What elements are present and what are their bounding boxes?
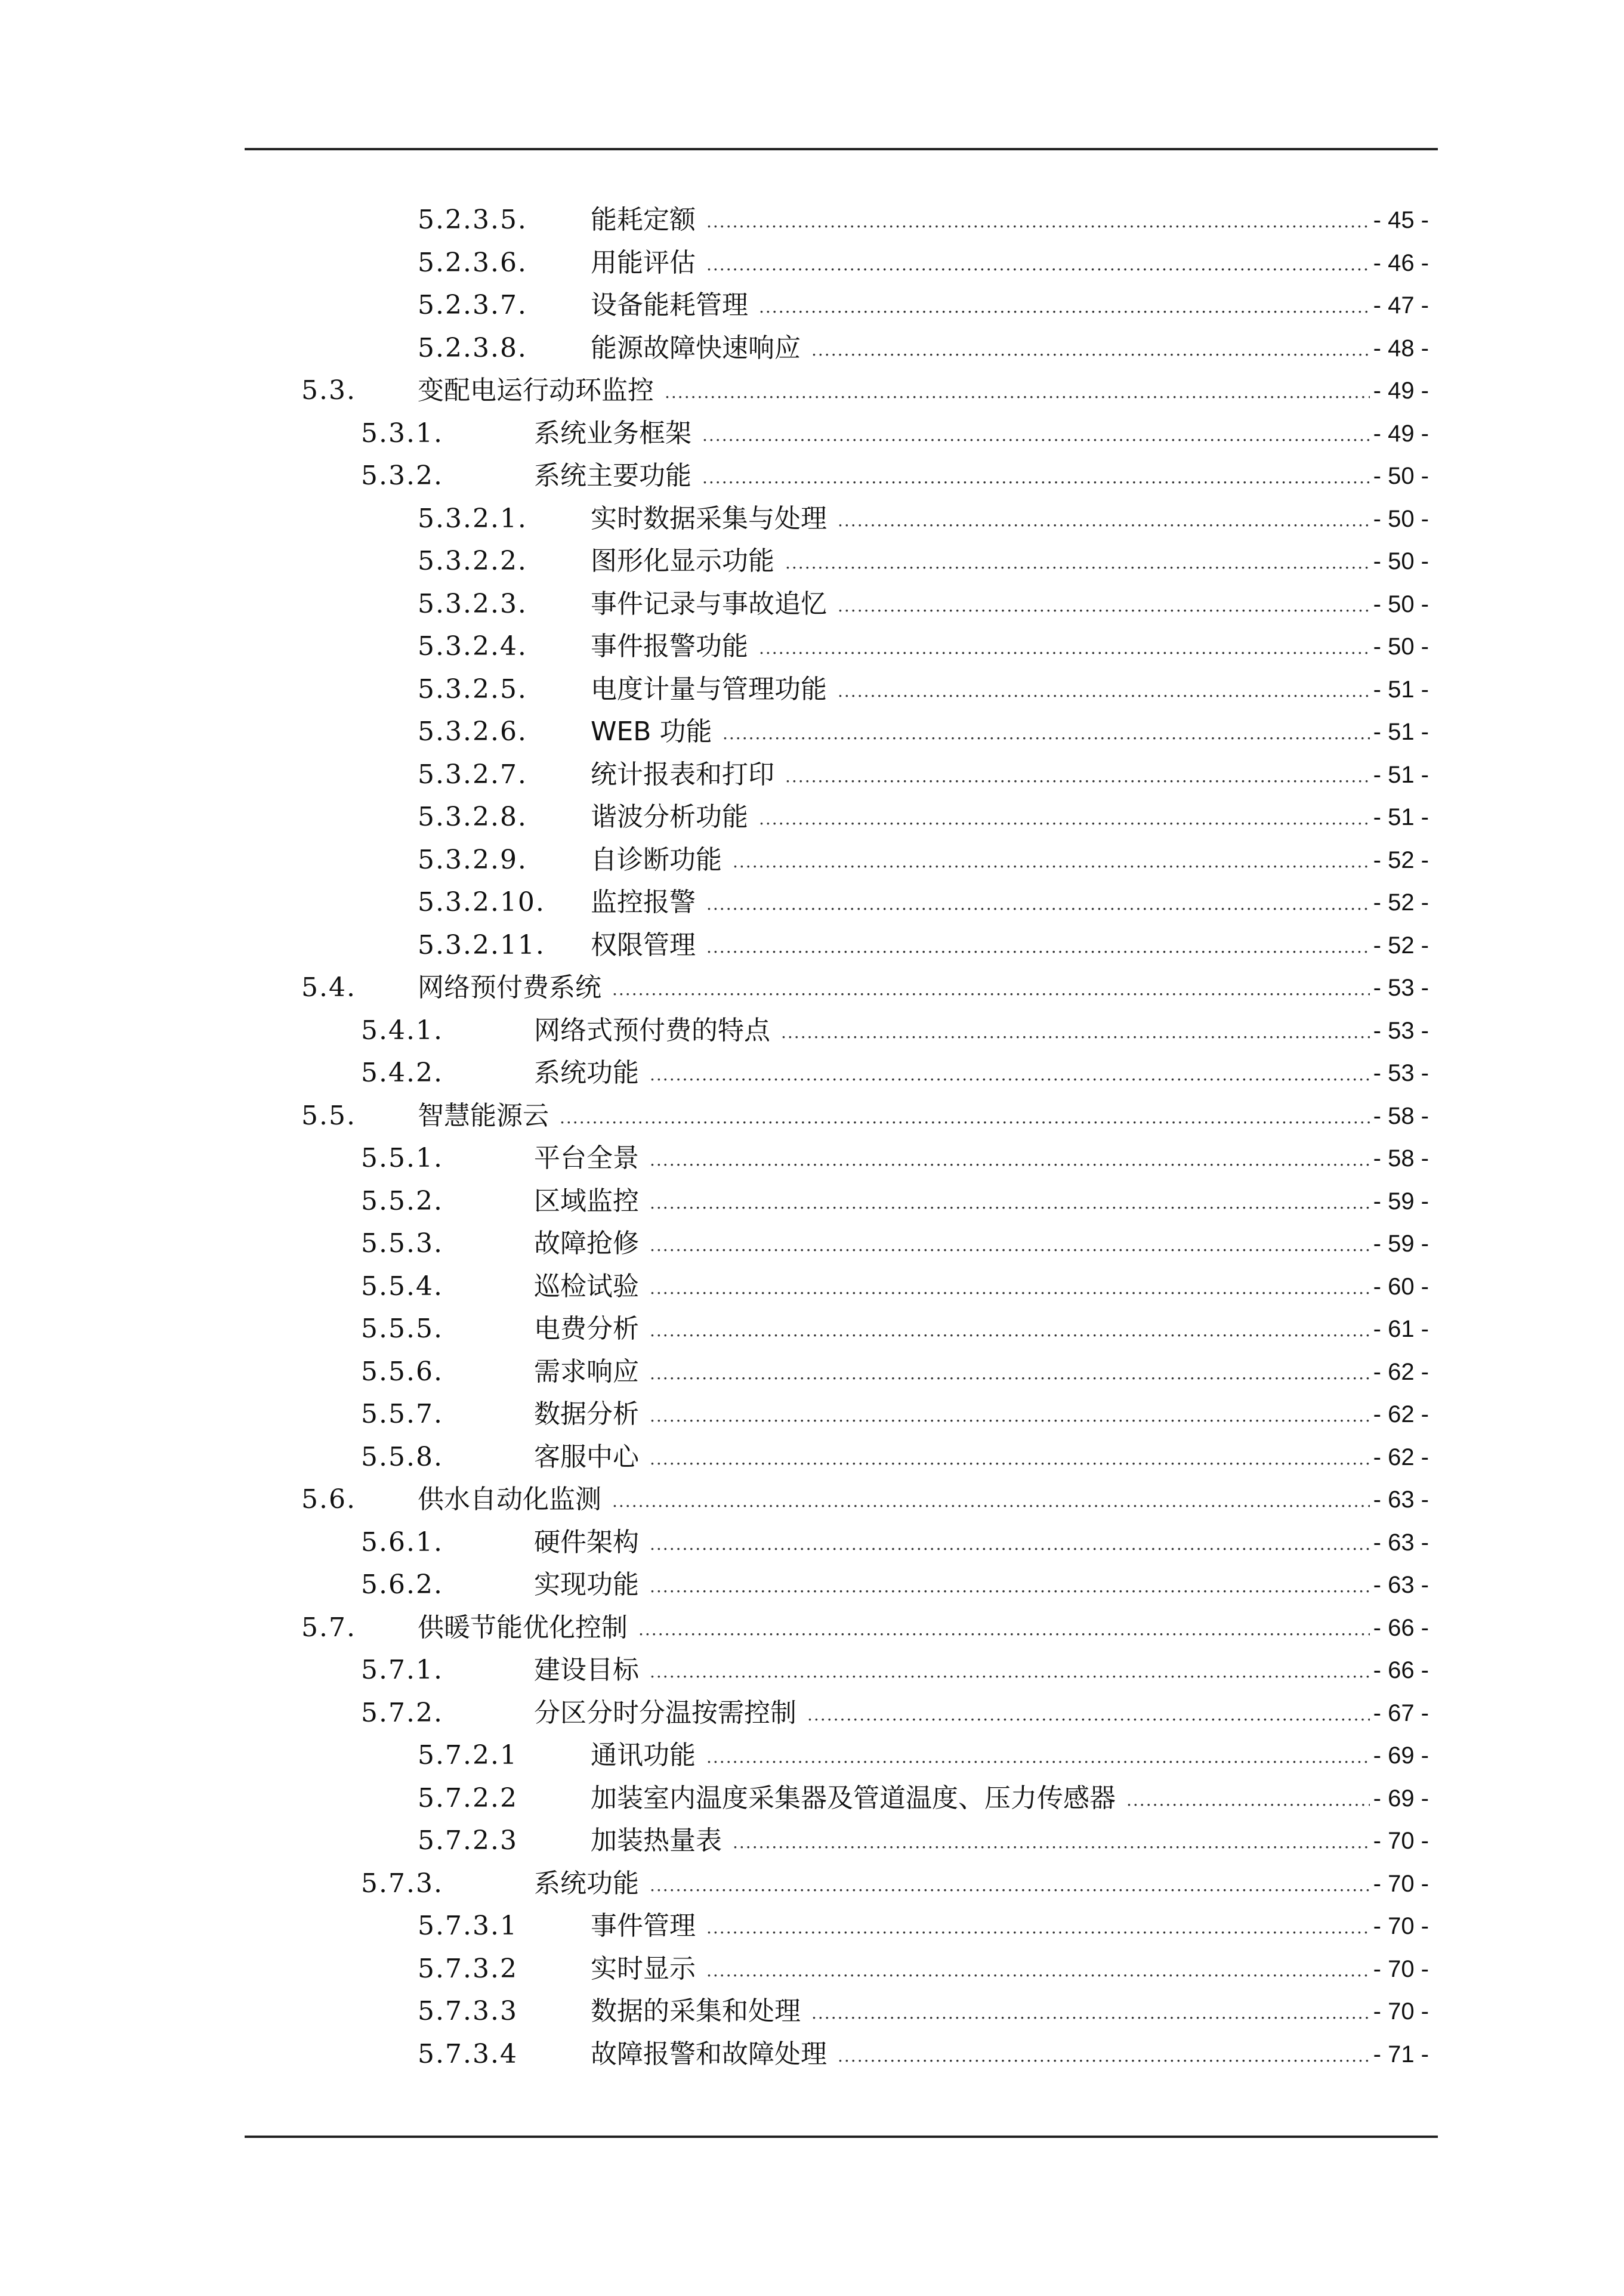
toc-entry-title: 监控报警 xyxy=(591,887,696,917)
toc-entry[interactable] xyxy=(0,284,1429,327)
toc-entry-title: 客服中心 xyxy=(534,1441,639,1472)
toc-entry-leader xyxy=(650,1393,1370,1436)
toc-entry-leader xyxy=(733,1819,1370,1862)
toc-entry-leader xyxy=(723,710,1370,753)
toc-entry-leader xyxy=(665,369,1370,412)
toc-entry-leader xyxy=(759,796,1370,839)
toc-entry[interactable] xyxy=(0,1436,1429,1479)
toc-entry-title: 分区分时分温按需控制 xyxy=(534,1697,796,1728)
toc-entry-page: - 50 - xyxy=(1373,634,1429,660)
toc-entry-leader xyxy=(650,1222,1370,1265)
toc-entry-page: - 50 - xyxy=(1373,463,1429,489)
toc-entry-page: - 59 - xyxy=(1373,1188,1429,1215)
toc-entry-title: 实现功能 xyxy=(534,1569,639,1600)
toc-entry-page: - 59 - xyxy=(1373,1231,1429,1257)
toc-entry-number: 5.2.3.6. xyxy=(418,247,527,278)
toc-entry-number: 5.7.3. xyxy=(361,1868,443,1899)
toc-entry-title: 权限管理 xyxy=(591,929,696,960)
toc-entry-page: - 50 - xyxy=(1373,591,1429,617)
toc-entry-title: 建设目标 xyxy=(534,1655,639,1685)
toc-entry-page: - 52 - xyxy=(1373,889,1429,916)
toc-entry-title: 电费分析 xyxy=(534,1314,639,1344)
toc-entry-leader xyxy=(838,668,1370,711)
toc-entry-leader xyxy=(638,1606,1370,1649)
toc-entry-title: 实时显示 xyxy=(591,1953,696,1984)
toc-entry-title: 事件报警功能 xyxy=(591,631,748,662)
toc-entry-title: 平台全景 xyxy=(534,1143,639,1173)
toc-entry[interactable] xyxy=(0,497,1429,540)
toc-entry-number: 5.6.2. xyxy=(361,1569,443,1600)
toc-entry-title: 加装热量表 xyxy=(591,1825,722,1856)
toc-entry-leader xyxy=(650,1351,1370,1393)
toc-entry-title: 故障抢修 xyxy=(534,1228,639,1259)
toc-entry-leader xyxy=(650,1862,1370,1905)
toc-entry-number: 5.3.2.9. xyxy=(418,844,527,875)
toc-entry[interactable] xyxy=(0,540,1429,583)
toc-entry[interactable] xyxy=(0,1478,1429,1521)
toc-entry-title: 系统主要功能 xyxy=(534,461,691,491)
toc-entry-page: - 63 - xyxy=(1373,1487,1429,1513)
toc-entry[interactable] xyxy=(0,1563,1429,1606)
toc-entry[interactable] xyxy=(0,1265,1429,1308)
toc-entry-page: - 51 - xyxy=(1373,676,1429,703)
toc-entry[interactable] xyxy=(0,1052,1429,1095)
toc-entry-title: 网络预付费系统 xyxy=(418,972,601,1003)
toc-entry[interactable] xyxy=(0,1393,1429,1436)
toc-entry-leader xyxy=(650,1521,1370,1564)
toc-entry-page: - 52 - xyxy=(1373,932,1429,959)
toc-entry-title: 区域监控 xyxy=(534,1185,639,1216)
toc-entry-leader xyxy=(706,242,1370,285)
toc-entry-page: - 58 - xyxy=(1373,1145,1429,1172)
toc-entry-leader xyxy=(785,753,1370,796)
toc-entry-leader xyxy=(781,1009,1370,1052)
toc-entry-leader xyxy=(650,1265,1370,1308)
toc-entry-number: 5.3.2.3. xyxy=(418,588,527,619)
toc-entry-leader xyxy=(650,1180,1370,1223)
toc-entry[interactable] xyxy=(0,327,1429,370)
toc-entry[interactable] xyxy=(0,1222,1429,1265)
toc-entry-number: 5.5.8. xyxy=(361,1441,443,1472)
toc-entry-leader xyxy=(650,1436,1370,1479)
toc-entry-page: - 66 - xyxy=(1373,1614,1429,1641)
toc-entry[interactable] xyxy=(0,2033,1429,2076)
toc-entry[interactable] xyxy=(0,1819,1429,1862)
toc-entry-page: - 45 - xyxy=(1373,207,1429,233)
toc-entry-number: 5.4.1. xyxy=(361,1015,443,1046)
toc-entry-number: 5.5.1. xyxy=(361,1143,443,1173)
toc-entry-leader xyxy=(612,1478,1370,1521)
toc-entry-number: 5.5.3. xyxy=(361,1228,443,1259)
toc-entry-leader xyxy=(838,2033,1370,2076)
toc-entry[interactable] xyxy=(0,455,1429,497)
toc-entry-title: 故障报警和故障处理 xyxy=(591,2038,827,2069)
toc-entry-title: 能耗定额 xyxy=(591,205,696,235)
toc-entry-leader xyxy=(785,540,1370,583)
toc-entry-number: 5.3.2.5. xyxy=(418,673,527,704)
toc-entry-leader xyxy=(706,199,1370,242)
toc-entry-page: - 48 - xyxy=(1373,335,1429,361)
toc-entry-page: - 67 - xyxy=(1373,1699,1429,1726)
toc-entry[interactable] xyxy=(0,1137,1429,1180)
toc-entry-number: 5.3.2. xyxy=(361,461,443,491)
toc-entry-page: - 51 - xyxy=(1373,761,1429,788)
toc-entry-number: 5.5.6. xyxy=(361,1356,443,1387)
toc-entry-page: - 53 - xyxy=(1373,1060,1429,1086)
toc-entry-title: 需求响应 xyxy=(534,1356,639,1387)
toc-entry-page: - 53 - xyxy=(1373,1017,1429,1044)
toc-entry-page: - 70 - xyxy=(1373,1828,1429,1854)
toc-entry-number: 5.3.2.8. xyxy=(418,802,527,832)
toc-entry-page: - 63 - xyxy=(1373,1529,1429,1556)
toc-entry-page: - 49 - xyxy=(1373,378,1429,404)
toc-entry-title: 巡检试验 xyxy=(534,1271,639,1302)
toc-entry-title: 自诊断功能 xyxy=(591,844,722,875)
toc-entry-title: 能源故障快速响应 xyxy=(591,332,801,363)
toc-entry-page: - 60 - xyxy=(1373,1273,1429,1300)
toc-entry-leader xyxy=(612,966,1370,1009)
toc-entry-page: - 62 - xyxy=(1373,1358,1429,1385)
toc-entry-number: 5.3.2.7. xyxy=(418,759,527,790)
toc-entry[interactable] xyxy=(0,1351,1429,1393)
toc-entry-leader xyxy=(1126,1777,1370,1820)
toc-entry[interactable] xyxy=(0,796,1429,839)
toc-entry-leader xyxy=(811,327,1370,370)
toc-entry-page: - 50 - xyxy=(1373,548,1429,574)
toc-entry[interactable] xyxy=(0,1649,1429,1692)
toc-entry-number: 5.5.5. xyxy=(361,1314,443,1344)
toc-entry-page: - 61 - xyxy=(1373,1316,1429,1342)
toc-entry-leader xyxy=(650,1052,1370,1095)
toc-entry-leader xyxy=(650,1649,1370,1692)
toc-entry-page: - 70 - xyxy=(1373,1870,1429,1897)
toc-entry-leader xyxy=(838,497,1370,540)
toc-entry-title: 系统业务框架 xyxy=(534,418,691,449)
toc-entry-number: 5.7.3.3 xyxy=(418,1996,518,2026)
toc-entry-page: - 51 - xyxy=(1373,719,1429,745)
toc-entry[interactable] xyxy=(0,966,1429,1009)
toc-entry-number: 5.5. xyxy=(301,1100,356,1131)
toc-entry-leader xyxy=(811,1990,1370,2033)
toc-entry[interactable] xyxy=(0,924,1429,967)
toc-entry-title: 硬件架构 xyxy=(534,1526,639,1558)
toc-entry-page: - 62 - xyxy=(1373,1401,1429,1427)
toc-entry-number: 5.6. xyxy=(301,1484,356,1515)
toc-entry[interactable] xyxy=(0,881,1429,924)
toc-entry-number: 5.7. xyxy=(301,1612,356,1643)
toc-entry[interactable] xyxy=(0,1777,1429,1820)
toc-entry-number: 5.3. xyxy=(301,375,356,406)
toc-entry-number: 5.5.7. xyxy=(361,1399,443,1429)
toc-entry[interactable] xyxy=(0,1009,1429,1052)
toc-entry[interactable] xyxy=(0,583,1429,626)
toc-entry-title: 统计报表和打印 xyxy=(591,759,774,790)
toc-entry-title: 图形化显示功能 xyxy=(591,546,774,576)
toc-entry-number: 5.5.2. xyxy=(361,1185,443,1216)
toc-entry-leader xyxy=(759,625,1370,668)
toc-entry[interactable] xyxy=(0,839,1429,882)
toc-entry-title: 变配电运行动环监控 xyxy=(418,375,654,406)
toc-entry-number: 5.2.3.5. xyxy=(418,205,527,235)
toc-entry[interactable] xyxy=(0,1734,1429,1777)
toc-entry-title: 数据的采集和处理 xyxy=(591,1996,801,2026)
toc-entry[interactable] xyxy=(0,753,1429,796)
toc-entry[interactable] xyxy=(0,1948,1429,1991)
toc-entry-title: 电度计量与管理功能 xyxy=(591,673,827,704)
toc-entry-title: 供水自动化监测 xyxy=(418,1484,601,1515)
toc-entry-title: 系统功能 xyxy=(534,1868,639,1899)
toc-entry-title: 加装室内温度采集器及管道温度、压力传感器 xyxy=(591,1782,1116,1813)
toc-entry-leader xyxy=(759,284,1370,327)
toc-entry-number: 5.7.3.1 xyxy=(418,1911,518,1941)
toc-entry-number: 5.5.4. xyxy=(361,1271,443,1302)
toc-entry-leader xyxy=(706,1905,1370,1948)
toc-entry[interactable] xyxy=(0,625,1429,668)
toc-entry[interactable] xyxy=(0,199,1429,242)
toc-entry-page: - 70 - xyxy=(1373,1955,1429,1982)
toc-entry-page: - 50 - xyxy=(1373,505,1429,532)
toc-entry-title: 用能评估 xyxy=(591,247,696,278)
toc-entry[interactable] xyxy=(0,369,1429,412)
toc-entry[interactable] xyxy=(0,1905,1429,1948)
toc-entry[interactable] xyxy=(0,1692,1429,1735)
toc-entry-title: 网络式预付费的特点 xyxy=(534,1015,770,1046)
toc-entry-title: 通讯功能 xyxy=(591,1740,696,1770)
toc-entry-page: - 62 - xyxy=(1373,1444,1429,1470)
toc-entry-number: 5.2.3.7. xyxy=(418,290,527,320)
footer-rule xyxy=(245,2136,1438,2138)
toc-entry-leader xyxy=(702,455,1370,497)
toc-entry[interactable] xyxy=(0,1308,1429,1351)
toc-entry-title: 设备能耗管理 xyxy=(591,290,748,320)
toc-entry-leader xyxy=(838,583,1370,626)
toc-entry-title: 供暖节能优化控制 xyxy=(418,1612,628,1643)
toc-entry-number: 5.2.3.8. xyxy=(418,332,527,363)
toc-entry[interactable] xyxy=(0,412,1429,455)
toc-entry-number: 5.3.2.4. xyxy=(418,631,527,662)
toc-entry-number: 5.3.2.11. xyxy=(418,929,545,960)
toc-entry-number: 5.3.1. xyxy=(361,418,443,449)
toc-entry-leader xyxy=(706,1734,1370,1777)
toc-entry-leader xyxy=(733,839,1370,882)
toc-entry[interactable] xyxy=(0,1180,1429,1223)
toc-entry[interactable] xyxy=(0,1862,1429,1905)
toc-entry-page: - 70 - xyxy=(1373,1913,1429,1939)
toc-entry-page: - 69 - xyxy=(1373,1742,1429,1769)
toc-entry[interactable] xyxy=(0,242,1429,285)
toc-entry[interactable] xyxy=(0,668,1429,711)
toc-entry-page: - 63 - xyxy=(1373,1572,1429,1598)
toc-entry[interactable] xyxy=(0,1095,1429,1138)
toc-entry-number: 5.3.2.6. xyxy=(418,716,527,747)
header-rule xyxy=(245,148,1438,150)
toc-entry-page: - 58 - xyxy=(1373,1102,1429,1129)
toc-entry-title: WEB 功能 xyxy=(591,716,712,747)
toc-entry-leader xyxy=(650,1308,1370,1351)
toc-entry-number: 5.7.2.2 xyxy=(418,1782,518,1813)
toc-entry-title: 系统功能 xyxy=(534,1058,639,1088)
toc-entry-page: - 70 - xyxy=(1373,1998,1429,2025)
toc-entry-number: 5.4.2. xyxy=(361,1058,443,1088)
toc-entry[interactable] xyxy=(0,1606,1429,1649)
toc-entry-number: 5.4. xyxy=(301,972,356,1003)
toc-entry-leader xyxy=(706,881,1370,924)
toc-entry-page: - 46 - xyxy=(1373,249,1429,276)
toc-entry-leader xyxy=(650,1563,1370,1606)
toc-entry-page: - 49 - xyxy=(1373,420,1429,447)
toc-entry-page: - 71 - xyxy=(1373,2041,1429,2068)
toc-entry-title: 实时数据采集与处理 xyxy=(591,503,827,534)
toc-entry-number: 5.3.2.2. xyxy=(418,546,527,576)
toc-entry-page: - 53 - xyxy=(1373,975,1429,1001)
toc-entry[interactable] xyxy=(0,1990,1429,2033)
toc-entry-number: 5.7.2.1 xyxy=(418,1740,518,1770)
toc-entry-page: - 66 - xyxy=(1373,1657,1429,1683)
toc-entry-leader xyxy=(706,1948,1370,1991)
toc-entry-leader xyxy=(706,924,1370,967)
toc-entry[interactable] xyxy=(0,710,1429,753)
toc-entry-number: 5.7.1. xyxy=(361,1655,443,1685)
toc-entry-title: 事件记录与事故追忆 xyxy=(591,588,827,619)
toc-entry-number: 5.6.1. xyxy=(361,1526,443,1558)
toc-entry-leader xyxy=(807,1692,1370,1735)
toc-entry-number: 5.7.3.4 xyxy=(418,2038,518,2069)
toc-entry-page: - 69 - xyxy=(1373,1785,1429,1812)
toc-entry-number: 5.3.2.1. xyxy=(418,503,527,534)
toc-entry-number: 5.3.2.10. xyxy=(418,887,545,917)
toc-entry-leader xyxy=(650,1137,1370,1180)
toc-entry-title: 谐波分析功能 xyxy=(591,802,748,832)
toc-entry-page: - 47 - xyxy=(1373,292,1429,319)
toc-entry-number: 5.7.3.2 xyxy=(418,1953,518,1984)
toc-entry-leader xyxy=(702,412,1370,455)
toc-entry-leader xyxy=(560,1095,1370,1138)
toc-entry[interactable] xyxy=(0,1521,1429,1564)
toc-entry-title: 数据分析 xyxy=(534,1399,639,1429)
toc-entry-number: 5.7.2. xyxy=(361,1697,443,1728)
toc-entry-page: - 51 - xyxy=(1373,804,1429,830)
toc-entry-page: - 52 - xyxy=(1373,846,1429,873)
toc-entry-number: 5.7.2.3 xyxy=(418,1825,518,1856)
toc-entry-title: 事件管理 xyxy=(591,1911,696,1941)
toc-entry-title: 智慧能源云 xyxy=(418,1100,549,1131)
